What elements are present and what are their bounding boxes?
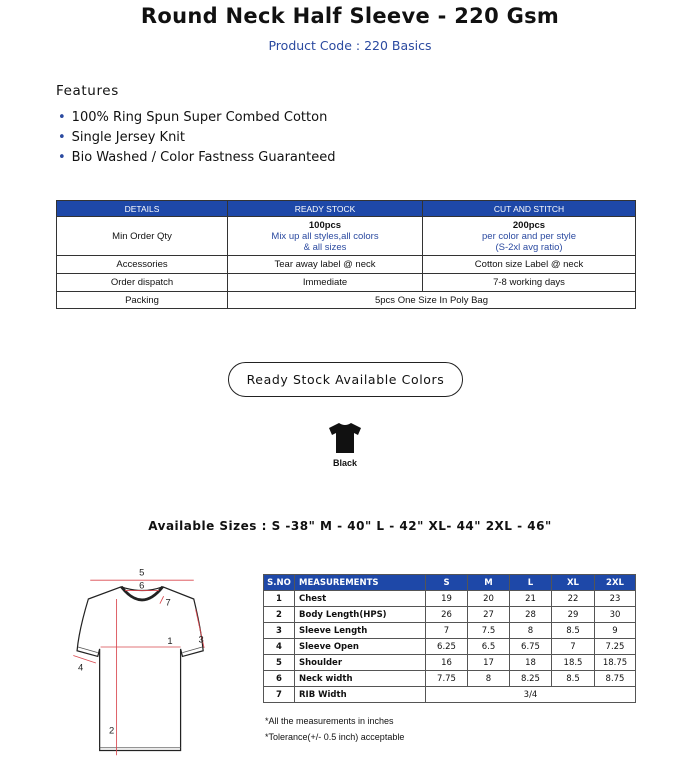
diagram-label-2: 2 <box>109 724 115 736</box>
cell: 22 <box>552 591 595 607</box>
cell: 8.25 <box>510 671 552 687</box>
cell: Cotton size Label @ neck <box>423 256 636 274</box>
cell: 18.5 <box>552 655 595 671</box>
note: *All the measurements in inches <box>265 716 394 726</box>
measurement-name: Neck width <box>295 671 426 687</box>
cell: 8 <box>510 623 552 639</box>
cell: 16 <box>426 655 468 671</box>
note: per color and per style <box>482 230 576 242</box>
sno: 3 <box>264 623 295 639</box>
header-m: M <box>468 575 510 591</box>
table-header-row <box>57 201 636 217</box>
cell: 27 <box>468 607 510 623</box>
row-label: Packing <box>57 292 228 309</box>
feature-text: 100% Ring Spun Super Combed Cotton <box>71 110 328 125</box>
feature-item: • 100% Ring Spun Super Combed Cotton <box>58 110 328 125</box>
header-2xl: 2XL <box>595 575 636 591</box>
feature-text: Single Jersey Knit <box>71 130 186 145</box>
table-row <box>264 591 636 607</box>
cell: 17 <box>468 655 510 671</box>
diagram-label-7: 7 <box>165 596 171 608</box>
cell: 7 <box>552 639 595 655</box>
table-row <box>264 623 636 639</box>
measurement-name: Body Length(HPS) <box>295 607 426 623</box>
diagram-label-3: 3 <box>198 633 204 645</box>
measurement-name: RIB Width <box>295 687 426 703</box>
page-title: Round Neck Half Sleeve - 220 Gsm <box>140 4 560 28</box>
cell: 6.25 <box>426 639 468 655</box>
cell: 7.25 <box>595 639 636 655</box>
cell: 28 <box>510 607 552 623</box>
cell: 6.5 <box>468 639 510 655</box>
cell: 7-8 working days <box>423 274 636 292</box>
features-heading: Features <box>56 83 119 99</box>
measurement-table <box>263 574 636 703</box>
table-row <box>264 639 636 655</box>
cut-min-order <box>423 217 636 256</box>
feature-item: • Bio Washed / Color Fastness Guaranteed <box>58 150 336 165</box>
cell: 26 <box>426 607 468 623</box>
table-row <box>57 274 636 292</box>
header-l: L <box>510 575 552 591</box>
tshirt-black-swatch[interactable] <box>327 421 363 455</box>
sno: 6 <box>264 671 295 687</box>
cell: 23 <box>595 591 636 607</box>
note: *Tolerance(+/- 0.5 inch) acceptable <box>265 732 405 742</box>
cell: 6.75 <box>510 639 552 655</box>
cell: 18.75 <box>595 655 636 671</box>
row-label: Min Order Qty <box>57 217 228 256</box>
cell: 7.5 <box>468 623 510 639</box>
cell: Immediate <box>228 274 423 292</box>
header-sno: S.NO <box>264 575 295 591</box>
diagram-label-1: 1 <box>167 635 173 647</box>
table-row <box>264 607 636 623</box>
available-sizes: Available Sizes : S -38" M - 40" L - 42" XL- 44" 2XL - 46" <box>148 519 552 533</box>
cell: 8.75 <box>595 671 636 687</box>
note: Mix up all styles,all colors <box>271 230 379 242</box>
details-table <box>56 200 636 309</box>
cell: 8.5 <box>552 623 595 639</box>
measurement-name: Chest <box>295 591 426 607</box>
header-measurements: MEASUREMENTS <box>295 575 426 591</box>
note: & all sizes <box>303 241 347 253</box>
header-cut-and-stitch: CUT AND STITCH <box>423 201 636 217</box>
product-code: Product Code : 220 Basics <box>268 38 432 53</box>
cell: 30 <box>595 607 636 623</box>
measurement-name: Shoulder <box>295 655 426 671</box>
cell: 21 <box>510 591 552 607</box>
cell: 29 <box>552 607 595 623</box>
cell: 20 <box>468 591 510 607</box>
tshirt-measurement-diagram <box>62 558 222 768</box>
sno: 1 <box>264 591 295 607</box>
cell: 7 <box>426 623 468 639</box>
row-label: Order dispatch <box>57 274 228 292</box>
header-ready-stock: READY STOCK <box>228 201 423 217</box>
feature-text: Bio Washed / Color Fastness Guaranteed <box>71 150 336 165</box>
cell: 8 <box>468 671 510 687</box>
sno: 7 <box>264 687 295 703</box>
sno: 4 <box>264 639 295 655</box>
measurement-name: Sleeve Open <box>295 639 426 655</box>
measurement-name: Sleeve Length <box>295 623 426 639</box>
qty: 200pcs <box>512 219 546 231</box>
table-header-row <box>264 575 636 591</box>
color-name: Black <box>332 458 358 468</box>
cell: 18 <box>510 655 552 671</box>
table-row <box>264 655 636 671</box>
cell: 3/4 <box>426 687 636 703</box>
table-row <box>57 256 636 274</box>
diagram-label-5: 5 <box>139 566 145 578</box>
diagram-label-6: 6 <box>139 579 145 591</box>
diagram-label-4: 4 <box>78 661 84 673</box>
sno: 5 <box>264 655 295 671</box>
feature-item: • Single Jersey Knit <box>58 130 186 145</box>
table-row <box>264 671 636 687</box>
header-s: S <box>426 575 468 591</box>
cell: 7.75 <box>426 671 468 687</box>
ready-stock-colors-button[interactable]: Ready Stock Available Colors <box>228 362 463 397</box>
cell: 8.5 <box>552 671 595 687</box>
table-row <box>264 687 636 703</box>
header-xl: XL <box>552 575 595 591</box>
row-label: Accessories <box>57 256 228 274</box>
qty: 100pcs <box>308 219 342 231</box>
cell: 19 <box>426 591 468 607</box>
cell: 5pcs One Size In Poly Bag <box>228 292 636 309</box>
header-details: DETAILS <box>57 201 228 217</box>
cell: Tear away label @ neck <box>228 256 423 274</box>
table-row <box>57 292 636 309</box>
sno: 2 <box>264 607 295 623</box>
note: (S-2xl avg ratio) <box>495 241 563 253</box>
ready-min-order <box>228 217 423 256</box>
cell: 9 <box>595 623 636 639</box>
table-row <box>57 217 636 256</box>
